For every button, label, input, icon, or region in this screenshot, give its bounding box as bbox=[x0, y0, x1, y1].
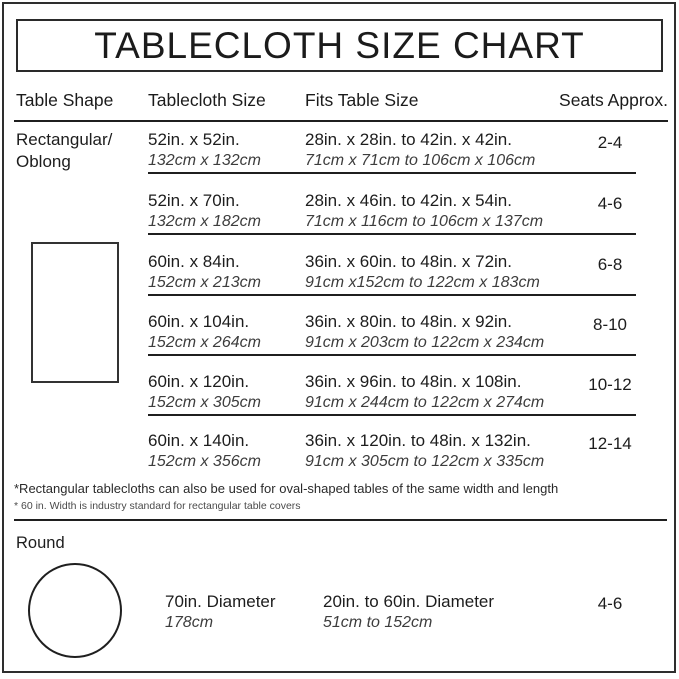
shape-label-line2: Oblong bbox=[16, 152, 71, 171]
fits-cm: 71cm x 71cm to 106cm x 106cm bbox=[305, 152, 536, 169]
table-row-seats: 6-8 bbox=[597, 255, 623, 274]
size-inches: 52in. x 52in. bbox=[148, 130, 240, 149]
fits-cm: 91cm x 305cm to 122cm x 335cm bbox=[305, 453, 545, 470]
fits-cm: 51cm to 152cm bbox=[323, 614, 433, 631]
fits-inches: 36in. x 96in. to 48in. x 108in. bbox=[305, 372, 522, 391]
table-row-fits bbox=[305, 190, 543, 232]
table-row-size bbox=[148, 190, 261, 232]
round-table-shape-icon bbox=[28, 563, 122, 658]
page-title: TABLECLOTH SIZE CHART bbox=[94, 24, 585, 66]
fits-inches: 36in. x 80in. to 48in. x 92in. bbox=[305, 312, 512, 331]
round-row-seats: 4-6 bbox=[597, 594, 623, 613]
shape-label-rectangular-oblong bbox=[16, 129, 112, 173]
round-section-label: Round bbox=[16, 534, 65, 552]
table-row-fits bbox=[305, 430, 544, 472]
table-row-fits bbox=[305, 371, 544, 413]
section-divider-line bbox=[14, 519, 667, 521]
table-row-seats: 12-14 bbox=[588, 434, 632, 453]
round-row-fits bbox=[323, 591, 494, 633]
size-cm: 132cm x 132cm bbox=[148, 152, 261, 169]
fits-inches: 28in. x 28in. to 42in. x 42in. bbox=[305, 130, 512, 149]
size-cm: 152cm x 305cm bbox=[148, 394, 261, 411]
table-row-seats: 2-4 bbox=[597, 133, 623, 152]
size-inches: 60in. x 104in. bbox=[148, 312, 250, 331]
row-divider-line bbox=[148, 172, 636, 174]
size-inches: 52in. x 70in. bbox=[148, 191, 240, 210]
row-divider-line bbox=[148, 233, 636, 235]
table-row-size bbox=[148, 430, 261, 472]
fits-cm: 71cm x 116cm to 106cm x 137cm bbox=[305, 213, 544, 230]
round-row-size bbox=[165, 591, 276, 633]
fits-inches: 28in. x 46in. to 42in. x 54in. bbox=[305, 191, 512, 210]
footnote-width-standard: * 60 in. Width is industry standard for rectangular table covers bbox=[14, 500, 301, 512]
size-cm: 132cm x 182cm bbox=[148, 213, 261, 230]
size-cm: 152cm x 264cm bbox=[148, 334, 261, 351]
row-divider-line bbox=[148, 414, 636, 416]
column-header-seats-approx: Seats Approx. bbox=[559, 90, 668, 110]
table-row-seats: 8-10 bbox=[592, 315, 628, 334]
fits-inches: 20in. to 60in. Diameter bbox=[323, 592, 495, 611]
table-row-size bbox=[148, 311, 261, 353]
column-header-fits-table-size: Fits Table Size bbox=[305, 90, 419, 110]
header-divider-line bbox=[14, 120, 668, 122]
row-divider-line bbox=[148, 294, 636, 296]
table-row-fits bbox=[305, 129, 535, 171]
table-row-fits bbox=[305, 311, 544, 353]
table-row-size bbox=[148, 251, 261, 293]
rectangular-table-shape-icon bbox=[31, 242, 119, 383]
footnote-oval: *Rectangular tablecloths can also be used for oval-shaped tables of the same width and length bbox=[14, 481, 559, 496]
size-inches: 60in. x 120in. bbox=[148, 372, 250, 391]
table-row-size bbox=[148, 371, 261, 413]
fits-inches: 36in. x 60in. to 48in. x 72in. bbox=[305, 252, 512, 271]
table-row-seats: 10-12 bbox=[588, 375, 632, 394]
column-header-table-shape: Table Shape bbox=[16, 90, 114, 110]
size-cm: 178cm bbox=[165, 614, 214, 631]
table-row-size bbox=[148, 129, 261, 171]
fits-cm: 91cm x152cm to 122cm x 183cm bbox=[305, 274, 540, 291]
fits-cm: 91cm x 203cm to 122cm x 234cm bbox=[305, 334, 545, 351]
fits-cm: 91cm x 244cm to 122cm x 274cm bbox=[305, 394, 545, 411]
size-inches: 70in. Diameter bbox=[165, 592, 276, 611]
shape-label-line1: Rectangular/ bbox=[16, 130, 113, 149]
fits-inches: 36in. x 120in. to 48in. x 132in. bbox=[305, 431, 531, 450]
row-divider-line bbox=[148, 354, 636, 356]
size-inches: 60in. x 84in. bbox=[148, 252, 240, 271]
table-row-fits bbox=[305, 251, 540, 293]
size-cm: 152cm x 356cm bbox=[148, 453, 261, 470]
table-row-seats: 4-6 bbox=[597, 194, 623, 213]
size-inches: 60in. x 140in. bbox=[148, 431, 250, 450]
title-box bbox=[16, 19, 663, 72]
column-header-tablecloth-size: Tablecloth Size bbox=[148, 90, 266, 110]
size-cm: 152cm x 213cm bbox=[148, 274, 261, 291]
